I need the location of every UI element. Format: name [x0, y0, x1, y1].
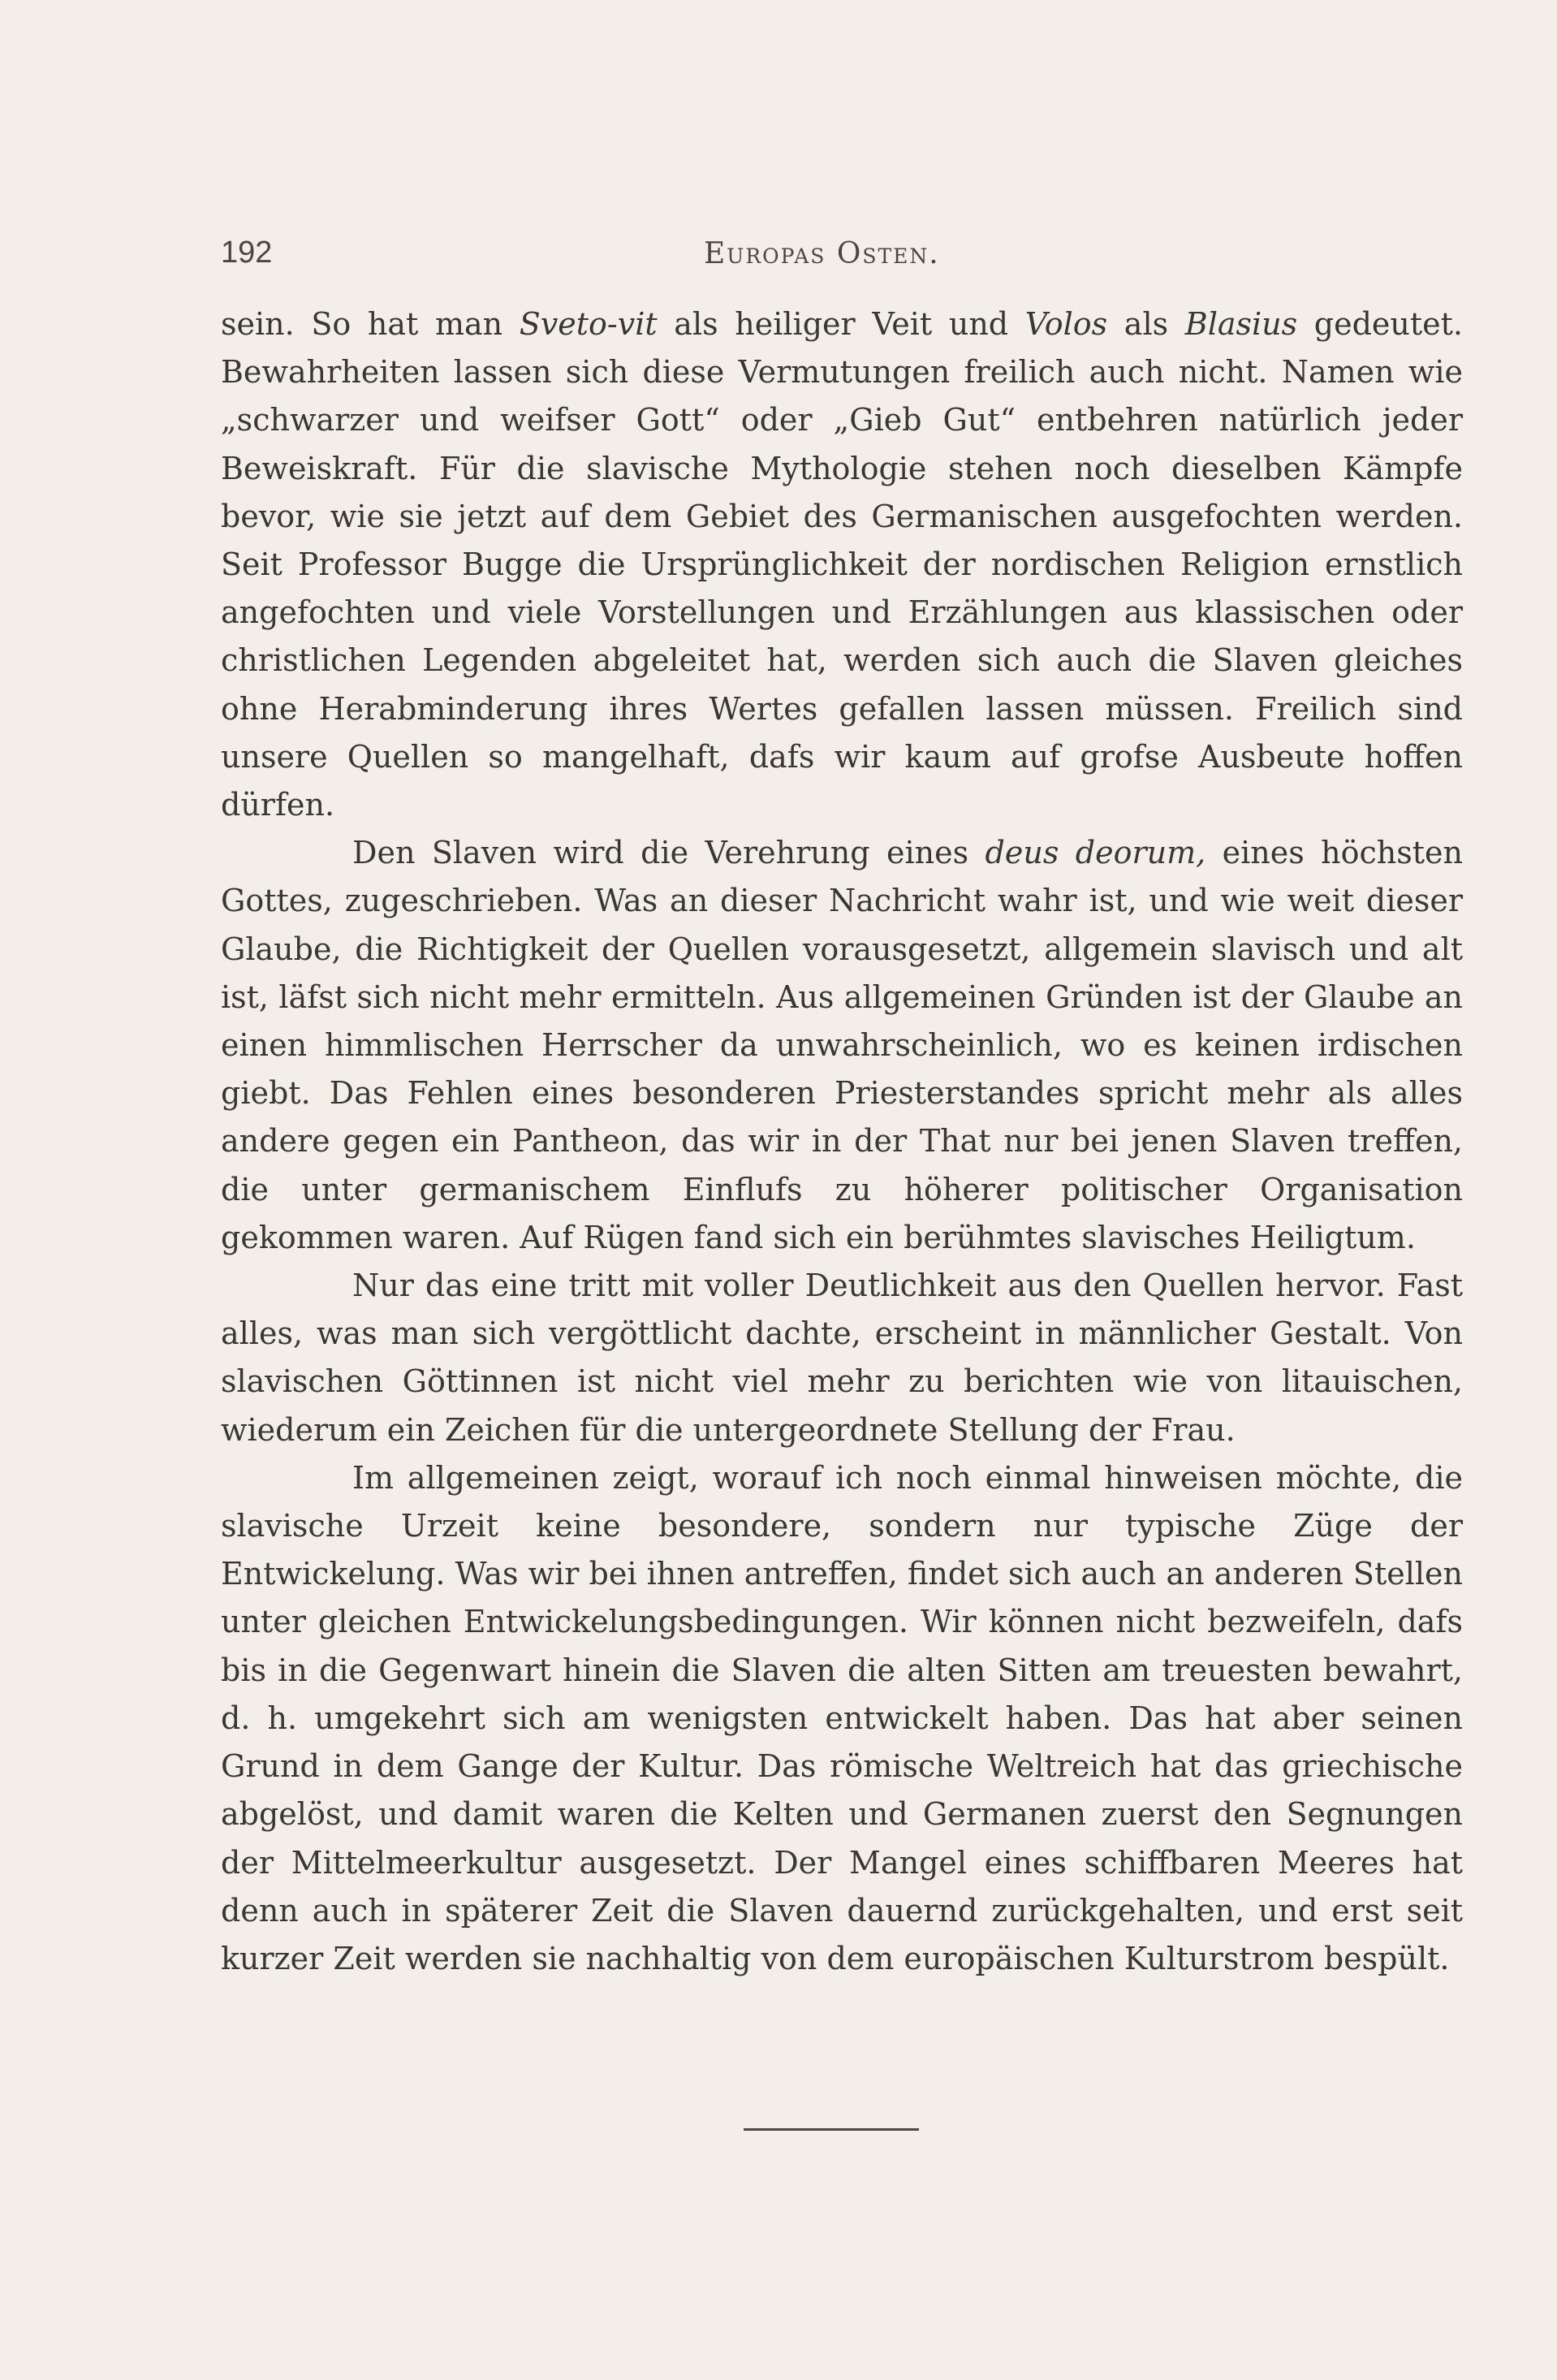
italic-term: deus deorum,	[985, 835, 1206, 871]
body-text	[221, 300, 1463, 1983]
paragraph: Den Slaven wird die Verehrung eines deus deorum, eines höchsten Gottes, zugeschrieben. Was an dieser Nachricht wahr ist, und wie weit dieser Glaube, die Richtigkeit der Quellen vorausgesetzt, allgemein slavisch und alt ist, läfst sich nicht mehr ermitteln. Aus allgemeinen Gründen ist der Glaube an einen himmlischen Herrscher da unwahrscheinlich, wo es keinen irdischen giebt. Das Fehlen eines besonderen Priesterstandes spricht mehr als alles andere gegen ein Pantheon, das wir in der That nur bei jenen Slaven treffen, die unter germanischem Einflufs zu höherer politischer Organisation gekommen waren. Auf Rügen fand sich ein berühmtes slavisches Heiligtum.	[221, 835, 1464, 1255]
paragraph: Im allgemeinen zeigt, worauf ich noch einmal hinweisen möchte, die slavische Urzeit keine besondere, sondern nur typische Züge der Entwickelung. Was wir bei ihnen antreffen, findet sich auch an anderen Stellen unter gleichen Entwickelungsbedingungen. Wir können nicht bezweifeln, dafs bis in die Gegenwart hinein die Slaven die alten Sitten am treuesten bewahrt, d. h. umgekehrt sich am wenigsten entwickelt haben. Das hat aber seinen Grund in dem Gange der Kultur. Das römische Weltreich hat das griechische abgelöst, und damit waren die Kelten und Germanen zuerst den Segnungen der Mittelmeerkultur ausgesetzt. Der Mangel eines schiffbaren Meeres hat denn auch in späterer Zeit die Slaven dauernd zurückgehalten, und erst seit kurzer Zeit werden sie nachhaltig von dem europäischen Kulturstrom bespült.	[221, 1459, 1463, 1976]
italic-term: Volos	[1024, 306, 1108, 342]
paragraph: sein. So hat man Sveto-vit als heiliger Veit und Volos als Blasius gedeutet. Bewahrheiten lassen sich diese Vermutungen freilich auch nicht. Namen wie „schwarzer und weifser Gott“ oder „Gieb Gut“ entbehren natürlich jeder Beweiskraft. Für die slavische Mythologie stehen noch dieselben Kämpfe bevor, wie sie jetzt auf dem Gebiet des Germanischen ausgefochten werden. Seit Professor Bugge die Ursprünglichkeit der nordischen Religion ernstlich angefochten und viele Vorstellungen und Erzählungen aus klassischen oder christlichen Legenden abgeleitet hat, werden sich auch die Slaven gleiches ohne Herabminderung ihres Wertes gefallen lassen müssen. Freilich sind unsere Quellen so mangelhaft, dafs wir kaum auf grofse Ausbeute hoffen dürfen.	[221, 306, 1464, 823]
page-header	[221, 235, 1463, 284]
section-end-rule	[744, 2128, 919, 2131]
italic-term: Sveto-vit	[519, 306, 658, 342]
paragraph: Nur das eine tritt mit voller Deutlichkeit aus den Quellen hervor. Fast alles, was man sich vergöttlicht dachte, erscheint in männlicher Gestalt. Von slavischen Göttinnen ist nicht viel mehr zu berichten wie von litauischen, wiederum ein Zeichen für die untergeordnete Stellung der Frau.	[221, 1268, 1463, 1448]
italic-term: Blasius	[1184, 306, 1298, 342]
running-title: Europas Osten.	[704, 237, 940, 270]
page-number: 192	[221, 235, 273, 270]
